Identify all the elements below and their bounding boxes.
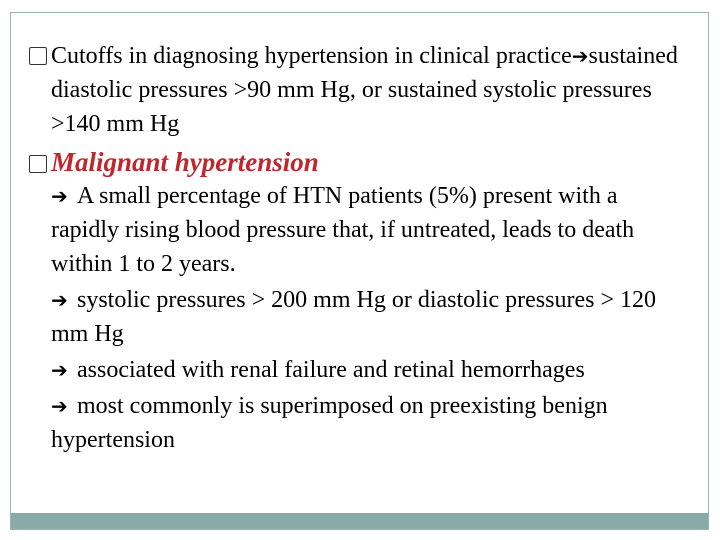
arrow-right-icon: ➔ — [51, 394, 68, 418]
point-text: associated with renal failure and retinal hemorrhages — [77, 357, 585, 383]
arrow-right-icon: ➔ — [571, 44, 589, 68]
malignant-points — [29, 179, 689, 457]
square-bullet-icon — [29, 155, 47, 173]
list-item — [51, 283, 689, 351]
malignant-heading — [29, 145, 689, 179]
arrow-right-icon: ➔ — [51, 288, 68, 312]
bullet-cutoffs — [29, 39, 689, 141]
slide — [10, 12, 709, 530]
list-item — [51, 353, 689, 387]
point-text: most commonly is superimposed on preexisting benign hypertension — [51, 393, 608, 453]
list-item — [51, 179, 689, 281]
point-text: A small percentage of HTN patients (5%) present with a rapidly rising blood pressure that, if untreated, leads to death within 1 to 2 years. — [51, 183, 635, 277]
square-bullet-icon — [29, 47, 47, 65]
malignant-heading-text: Malignant hypertension — [51, 147, 319, 177]
arrow-right-icon: ➔ — [51, 184, 68, 208]
arrow-right-icon: ➔ — [51, 358, 68, 382]
cutoffs-text-part1: Cutoffs in diagnosing hypertension in clinical practice — [51, 43, 572, 69]
content-area — [29, 39, 689, 459]
point-text: systolic pressures > 200 mm Hg or diastolic pressures > 120 mm Hg — [51, 287, 656, 347]
footer-bar — [11, 513, 708, 529]
list-item — [51, 389, 689, 457]
cutoffs-text-part2: sustained diastolic pressures >90 mm Hg, or sustained systolic pressures >140 mm Hg — [51, 43, 678, 137]
